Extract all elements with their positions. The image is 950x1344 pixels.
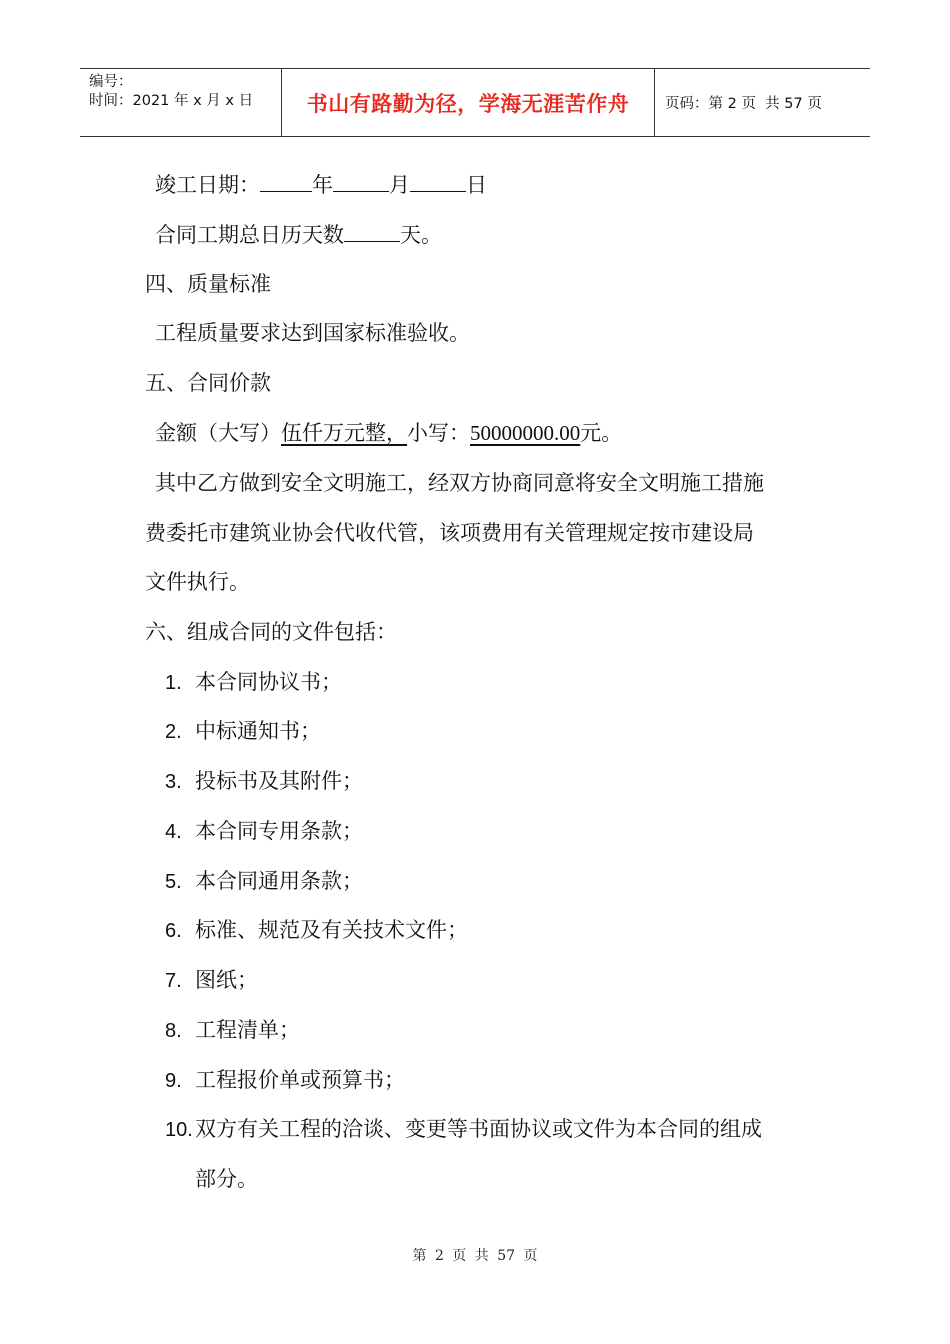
duration-unit: 天。 — [400, 223, 442, 247]
day-label: 日 — [466, 173, 487, 197]
duration-line — [155, 219, 442, 250]
amount-capital: 伍仟万元整， — [281, 421, 407, 445]
month-label: 月 — [389, 173, 410, 197]
amount-small-label: 小写： — [407, 421, 470, 445]
amount-small-value: 50000000.00 — [470, 421, 581, 445]
completion-date-line — [155, 169, 487, 200]
list-item: 2. 中标通知书； — [165, 719, 321, 743]
section4-title: 四、质量标准 — [145, 272, 271, 296]
code-label: 编号： — [89, 74, 133, 90]
para-line-3: 文件执行。 — [145, 570, 250, 594]
page-footer: 第 2 页 共 57 页 — [412, 1248, 538, 1264]
list-item: 9. 工程报价单或预算书； — [165, 1068, 405, 1092]
para-line-1: 其中乙方做到安全文明施工，经双方协商同意将安全文明施工措施 — [155, 471, 764, 495]
list-item: 1. 本合同协议书； — [165, 670, 342, 694]
amount-prefix: 金额（大写） — [155, 421, 281, 445]
para-line-2: 费委托市建筑业协会代收代管，该项费用有关管理规定按市建设局 — [145, 521, 754, 545]
list-item: 4. 本合同专用条款； — [165, 819, 363, 843]
month-blank — [333, 169, 389, 192]
header-meta — [80, 69, 282, 136]
amount-line — [155, 418, 622, 448]
header-page-info — [655, 69, 870, 136]
header-motto: 书山有路勤为径，学海无涯苦作舟 — [282, 69, 655, 136]
list-item-continuation: 部分。 — [195, 1167, 258, 1191]
list-item: 10. 双方有关工程的洽谈、变更等书面协议或文件为本合同的组成 — [165, 1117, 762, 1141]
section4-text: 工程质量要求达到国家标准验收。 — [155, 321, 470, 345]
day-blank — [410, 169, 466, 192]
completion-date-label: 竣工日期： — [155, 173, 260, 197]
duration-label: 合同工期总日历天数 — [155, 223, 344, 247]
section5-title: 五、合同价款 — [145, 371, 271, 395]
amount-unit: 元。 — [580, 421, 623, 445]
time-label: 时间：2021 年 x 月 x 日 — [89, 93, 254, 109]
duration-blank — [344, 219, 400, 242]
list-item: 5. 本合同通用条款； — [165, 869, 363, 893]
list-item: 3. 投标书及其附件； — [165, 769, 363, 793]
list-item: 6. 标准、规范及有关技术文件； — [165, 918, 468, 942]
list-item: 8. 工程清单； — [165, 1018, 300, 1042]
page-info-text: 页码：第 2 页 共 57 页 — [665, 96, 822, 112]
list-item: 7. 图纸； — [165, 968, 258, 992]
year-label: 年 — [312, 173, 333, 197]
page-header — [80, 68, 870, 137]
section6-title: 六、组成合同的文件包括： — [145, 620, 397, 644]
year-blank — [260, 169, 312, 192]
